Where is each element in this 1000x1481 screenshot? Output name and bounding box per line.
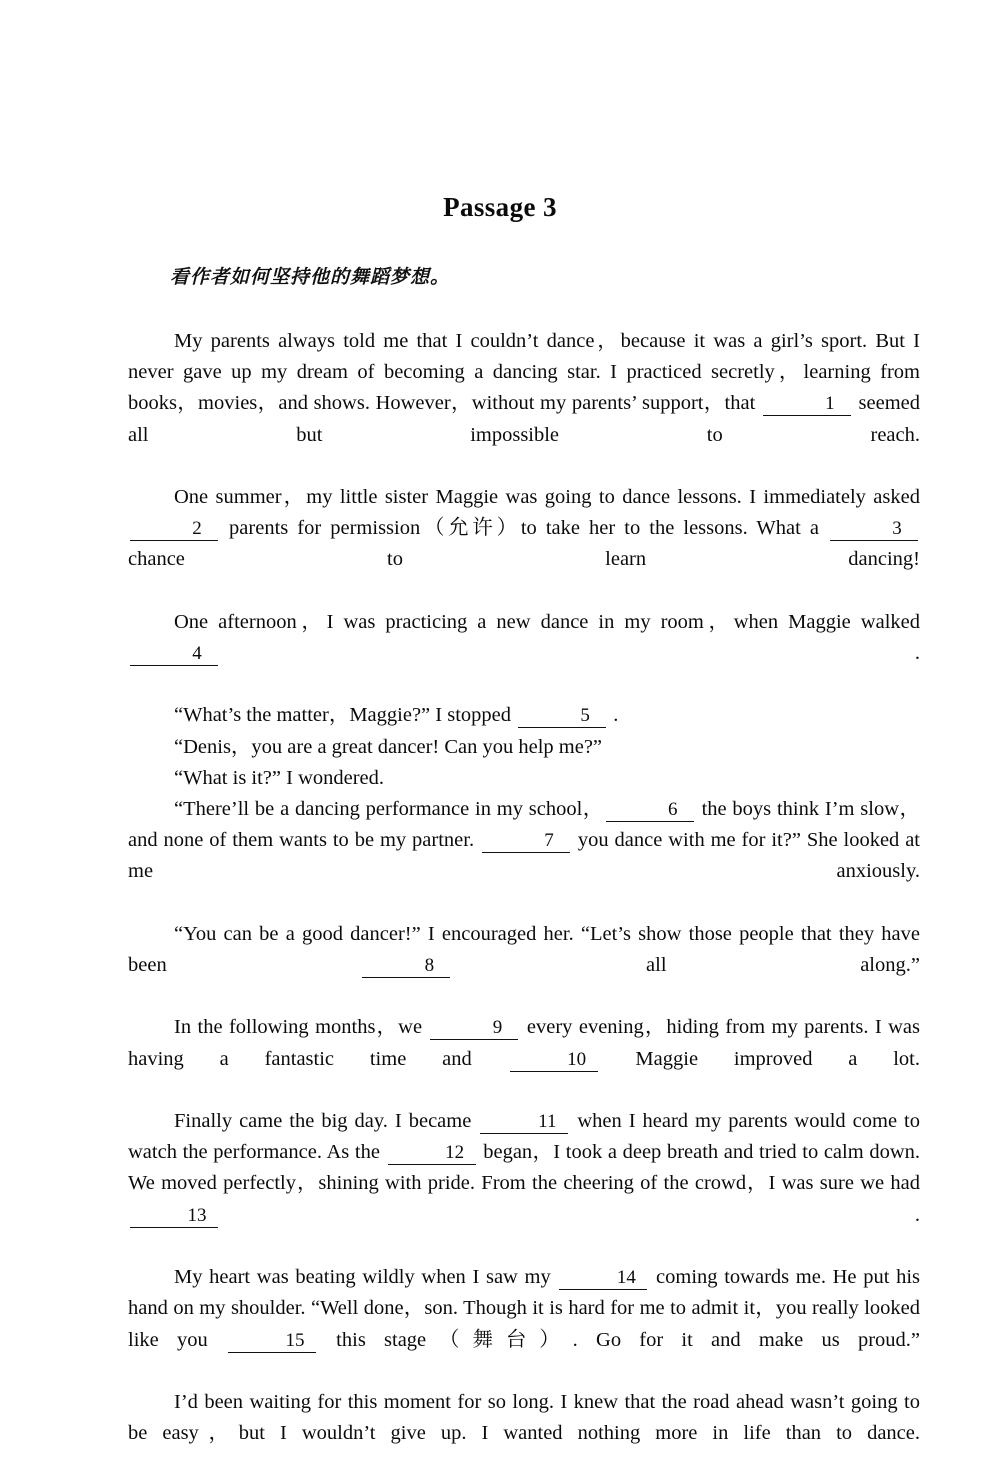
passage-paragraph: [128, 1387, 920, 1481]
passage-text: My parents always told me that I couldn’t dance，because it was a girl’s sport. But I never gave up my dream of becoming a dancing star. I practiced secretly，learning from books，movies，and shows. However，without my parents’ support，that: [128, 330, 920, 415]
passage-text: chance to learn dancing!: [128, 548, 920, 571]
answer-blank-9[interactable]: 9: [430, 1017, 518, 1040]
passage-text: In the following months，we: [174, 1016, 429, 1039]
answer-blank-1[interactable]: 1: [763, 393, 851, 416]
dialogue-line: [128, 700, 920, 731]
passage-text: every evening，hiding from my parents. I was having a fantastic time and: [128, 1016, 920, 1070]
passage-paragraph: [128, 482, 920, 607]
answer-blank-15[interactable]: 15: [228, 1330, 316, 1353]
answer-blank-12[interactable]: 12: [388, 1142, 476, 1165]
passage-text: One afternoon，I was practicing a new dance in my room，when Maggie walked: [174, 610, 920, 633]
passage-paragraph: [128, 1012, 920, 1106]
passage-text: parents for permission（允许）to take her to the lessons. What a: [220, 517, 828, 540]
passage-text: the boys think I’m slow，and none of them wants to be my partner.: [128, 798, 920, 852]
dialogue-line: [128, 763, 920, 794]
passage-text: “Denis，you are a great dancer! Can you help me?”: [174, 735, 603, 758]
passage-text: Finally came the big day. I became: [174, 1110, 479, 1133]
lead-in-instruction: 看作者如何坚持他的舞蹈梦想。: [170, 266, 451, 288]
passage-text: coming towards me. He put his hand on my shoulder. “Well done，son. Though it is hard for me to admit it，you really looked like you: [128, 1266, 920, 1351]
passage-text: .: [608, 704, 619, 727]
passage-text: I’d been waiting for this moment for so long. I knew that the road ahead wasn’t going to be easy，but I wouldn’t give up. I wanted nothing more in life than to dance.: [128, 1390, 920, 1445]
passage-text: when I heard my parents would come to watch the performance. As the: [128, 1110, 920, 1164]
answer-blank-14[interactable]: 14: [559, 1267, 647, 1290]
passage-paragraph: [128, 607, 920, 701]
dialogue-line: [128, 732, 920, 763]
page-title: Passage 3: [443, 192, 557, 222]
passage-text: “What is it?” I wondered.: [174, 766, 385, 789]
passage-paragraph: [128, 1262, 920, 1387]
passage-text: all along.”: [452, 954, 920, 977]
answer-blank-8[interactable]: 8: [362, 955, 450, 978]
passage-text: seemed all but impossible to reach.: [128, 392, 921, 446]
passage-text: you dance with me for it?” She looked at me anxiously.: [128, 829, 920, 883]
answer-blank-7[interactable]: 7: [482, 830, 570, 853]
passage-text: began，I took a deep breath and tried to calm down. We moved perfectly，shining with pride. From the cheering of the crowd，I was sure we had: [128, 1141, 920, 1195]
answer-blank-2[interactable]: 2: [130, 518, 218, 541]
answer-blank-6[interactable]: 6: [606, 799, 694, 822]
passage-text: “You can be a good dancer!” I encouraged her. “Let’s show those people that they have been: [128, 922, 920, 977]
passage-text: One summer，my little sister Maggie was going to dance lessons. I immediately asked: [174, 486, 920, 509]
passage-text: “What’s the matter，Maggie?” I stopped: [174, 704, 517, 727]
passage-text: this stage（舞台）. Go for it and make us proud.”: [317, 1328, 920, 1351]
passage-text: .: [220, 1203, 920, 1226]
passage-text: My heart was beating wildly when I saw my: [174, 1266, 558, 1289]
answer-blank-4[interactable]: 4: [130, 643, 218, 666]
answer-blank-3[interactable]: 3: [830, 518, 918, 541]
passage-text: .: [220, 642, 920, 665]
answer-blank-5[interactable]: 5: [518, 705, 606, 728]
passage-paragraph: [128, 794, 920, 919]
answer-blank-10[interactable]: 10: [510, 1049, 598, 1072]
passage-paragraph: [128, 919, 920, 1013]
answer-blank-13[interactable]: 13: [130, 1205, 218, 1228]
passage-paragraph: [128, 1106, 920, 1262]
passage-text: “There’ll be a dancing performance in my school，: [174, 798, 604, 821]
passage-text: Maggie improved a lot.: [599, 1047, 920, 1070]
answer-blank-11[interactable]: 11: [480, 1111, 568, 1134]
passage-paragraph: [128, 326, 920, 482]
passage-body: [128, 326, 920, 1481]
